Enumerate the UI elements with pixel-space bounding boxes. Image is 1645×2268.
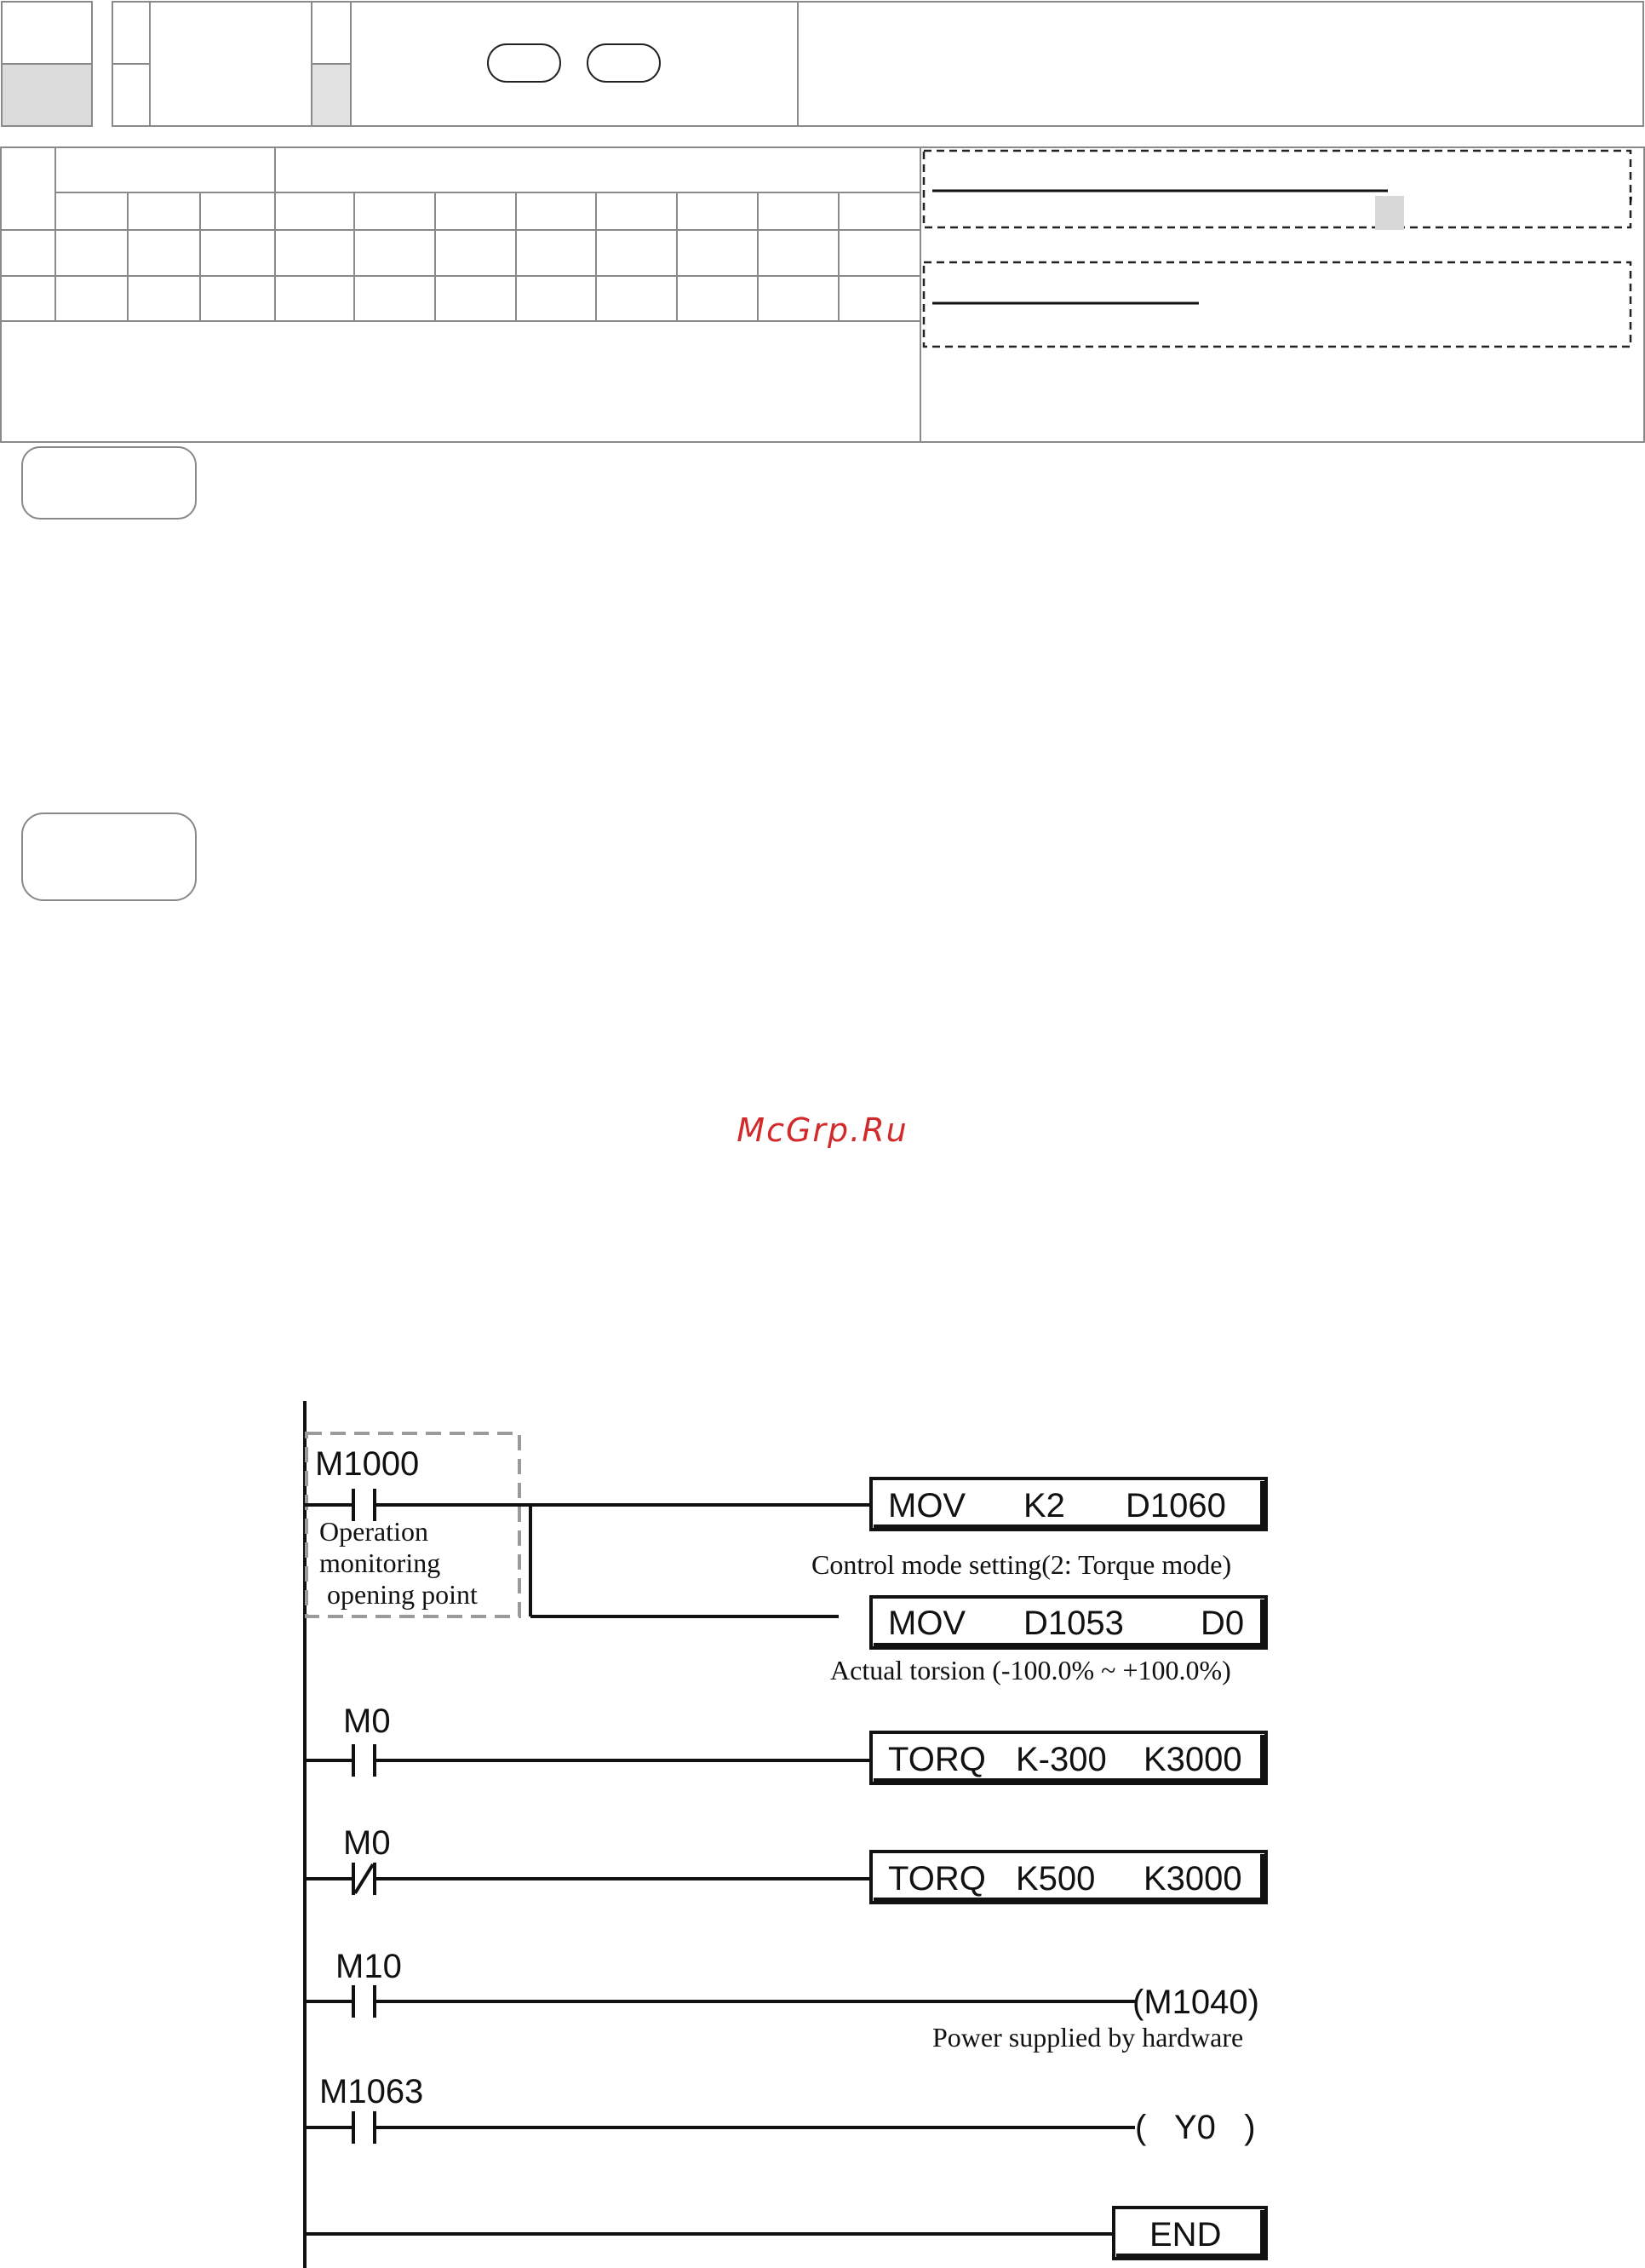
header-pill-right (588, 44, 660, 82)
contact-label-m1063: M1063 (319, 2073, 424, 2110)
mov2-arg2: D0 (1201, 1605, 1245, 1642)
mov2-comment: Actual torsion (-100.0% ~ +100.0%) (830, 1655, 1231, 1685)
watermark: McGrp.Ru (737, 1111, 908, 1149)
note-shade (1375, 196, 1404, 230)
torq2-op: TORQ (888, 1860, 986, 1898)
header-table (0, 0, 1645, 128)
contact-comment-line-3: opening point (327, 1579, 478, 1610)
contact-label-m1000: M1000 (315, 1445, 420, 1483)
section-badge-1 (21, 446, 197, 520)
contact-comment-line-2: monitoring (319, 1547, 441, 1578)
torq2-arg2: K3000 (1143, 1860, 1242, 1898)
contact-comment-line-1: Operation (319, 1516, 428, 1547)
coil-m1040-comment: Power supplied by hardware (932, 2022, 1244, 2053)
note-box-1 (924, 151, 1631, 227)
mov2-op: MOV (888, 1605, 966, 1642)
torq1-arg1: K-300 (1016, 1741, 1107, 1778)
ladder-diagram (0, 1363, 1645, 2268)
contact-label-m0-a: M0 (343, 1702, 391, 1740)
section-badge-2 (21, 812, 197, 901)
header-pill-left (488, 44, 560, 82)
torq2-arg1: K500 (1016, 1860, 1096, 1898)
mov2-arg1: D1053 (1023, 1605, 1124, 1642)
header-shade-mid (312, 64, 351, 126)
contact-label-m0-b: M0 (343, 1824, 391, 1862)
operand-table (0, 145, 1645, 445)
end-label: END (1149, 2216, 1222, 2254)
contact-label-m10: M10 (335, 1948, 402, 1985)
mov1-arg1: K2 (1023, 1487, 1065, 1524)
mov1-comment: Control mode setting(2: Torque mode) (811, 1549, 1232, 1580)
torq1-op: TORQ (888, 1741, 986, 1778)
coil-m1040: (M1040) (1132, 1984, 1259, 2021)
header-shade-left (2, 64, 92, 126)
mov1-op: MOV (888, 1487, 966, 1524)
torq1-arg2: K3000 (1143, 1741, 1242, 1778)
note-comma: , (1627, 177, 1635, 205)
mov1-arg2: D1060 (1126, 1487, 1226, 1524)
coil-y0: ( Y0 ) (1135, 2109, 1256, 2146)
